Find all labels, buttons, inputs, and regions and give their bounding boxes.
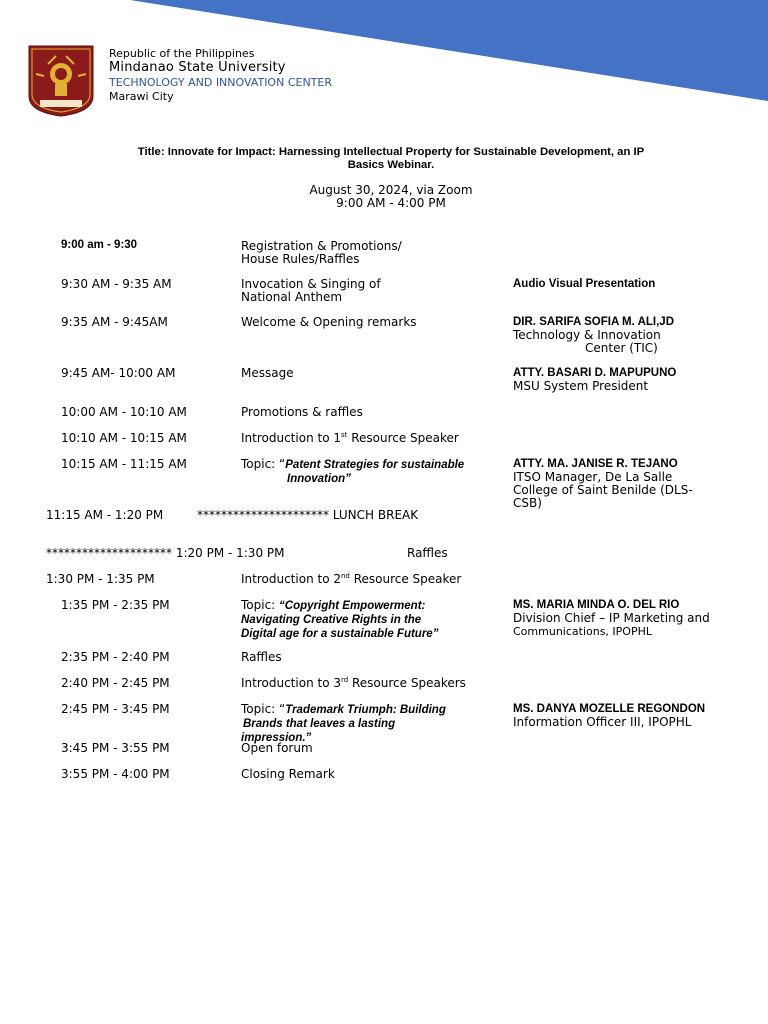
schedule-time: 9:45 AM- 10:00 AM bbox=[61, 366, 176, 380]
schedule-activity: Message bbox=[241, 366, 294, 380]
schedule-activity: Open forum bbox=[241, 741, 313, 755]
schedule-speaker: DIR. SARIFA SOFIA M. ALI,JD bbox=[513, 316, 675, 328]
schedule-time: 10:10 AM - 10:15 AM bbox=[61, 431, 187, 445]
schedule-activity: Raffles bbox=[241, 650, 282, 664]
schedule-activity: Invocation & Singing of National Anthem bbox=[241, 277, 381, 304]
schedule-activity: Closing Remark bbox=[241, 767, 335, 781]
webinar-title: Title: Innovate for Impact: Harnessing Intellectual Property for Sustainable Development, an IP Basics Webinar. bbox=[137, 146, 645, 171]
schedule-activity: Promotions & raffles bbox=[241, 405, 363, 419]
schedule-time: 9:00 am - 9:30 bbox=[61, 239, 138, 251]
speaker-role: Division Chief – IP Marketing and Communications, IPOPHL bbox=[513, 611, 710, 638]
speaker-role: Information Officer III, IPOPHL bbox=[513, 715, 692, 729]
schedule-time: 11:15 AM - 1:20 PM bbox=[46, 508, 164, 522]
topic-text: Topic: “Patent Strategies for sustainable Innovation” bbox=[241, 457, 465, 485]
center-name: TECHNOLOGY AND INNOVATION CENTER bbox=[109, 76, 332, 89]
institution-header bbox=[109, 47, 332, 103]
schedule-time: 1:30 PM - 1:35 PM bbox=[46, 572, 155, 586]
schedule-activity: Raffles bbox=[407, 546, 448, 560]
schedule-activity: Welcome & Opening remarks bbox=[241, 315, 417, 329]
republic-line: Republic of the Philippines bbox=[109, 47, 255, 60]
schedule-time: 1:35 PM - 2:35 PM bbox=[61, 598, 170, 612]
city-line: Marawi City bbox=[109, 90, 174, 103]
speaker-role: ITSO Manager, De La Salle College of Saint Benilde (DLS- CSB) bbox=[513, 470, 693, 510]
schedule-speaker: MS. MARIA MINDA O. DEL RIO bbox=[513, 599, 680, 611]
schedule-time: 2:40 PM - 2:45 PM bbox=[61, 676, 170, 690]
speaker-role: Technology & Innovation Center (TIC) bbox=[513, 328, 661, 355]
topic-text: Topic: “Trademark Triumph: Building Brands that leaves a lasting impression.” bbox=[241, 702, 446, 744]
schedule-time: 9:30 AM - 9:35 AM bbox=[61, 277, 172, 291]
lunch-break: ********************** LUNCH BREAK bbox=[197, 508, 419, 522]
schedule-time: 9:35 AM - 9:45AM bbox=[61, 315, 168, 329]
schedule-activity: Introduction to 2nd Resource Speaker bbox=[241, 572, 462, 586]
schedule-time: 2:35 PM - 2:40 PM bbox=[61, 650, 170, 664]
university-seal-logo bbox=[26, 44, 96, 118]
event-date: August 30, 2024, via Zoom 9:00 AM - 4:00 PM bbox=[309, 183, 473, 210]
schedule-time: 3:45 PM - 3:55 PM bbox=[61, 741, 170, 755]
schedule-time: 10:15 AM - 11:15 AM bbox=[61, 457, 187, 471]
schedule-speaker: ATTY. MA. JANISE R. TEJANO bbox=[513, 458, 678, 470]
speaker-role: MSU System President bbox=[513, 379, 649, 393]
schedule-activity: Registration & Promotions/ House Rules/Raffles bbox=[241, 239, 402, 266]
schedule-time: 2:45 PM - 3:45 PM bbox=[61, 702, 170, 716]
schedule-activity: Introduction to 3rd Resource Speakers bbox=[241, 676, 466, 690]
university-name: Mindanao State University bbox=[109, 60, 286, 75]
schedule-time: ********************* 1:20 PM - 1:30 PM bbox=[46, 546, 285, 560]
schedule-time: 10:00 AM - 10:10 AM bbox=[61, 405, 187, 419]
schedule-time: 3:55 PM - 4:00 PM bbox=[61, 767, 170, 781]
schedule-activity: Introduction to 1st Resource Speaker bbox=[241, 431, 459, 445]
schedule-speaker: MS. DANYA MOZELLE REGONDON bbox=[513, 703, 706, 715]
schedule-speaker: Audio Visual Presentation bbox=[513, 278, 656, 290]
schedule-speaker: ATTY. BASARI D. MAPUPUNO bbox=[513, 367, 677, 379]
topic-text: Topic: “Copyright Empowerment: Navigating Creative Rights in the Digital age for a sustainable Future” bbox=[241, 598, 439, 640]
